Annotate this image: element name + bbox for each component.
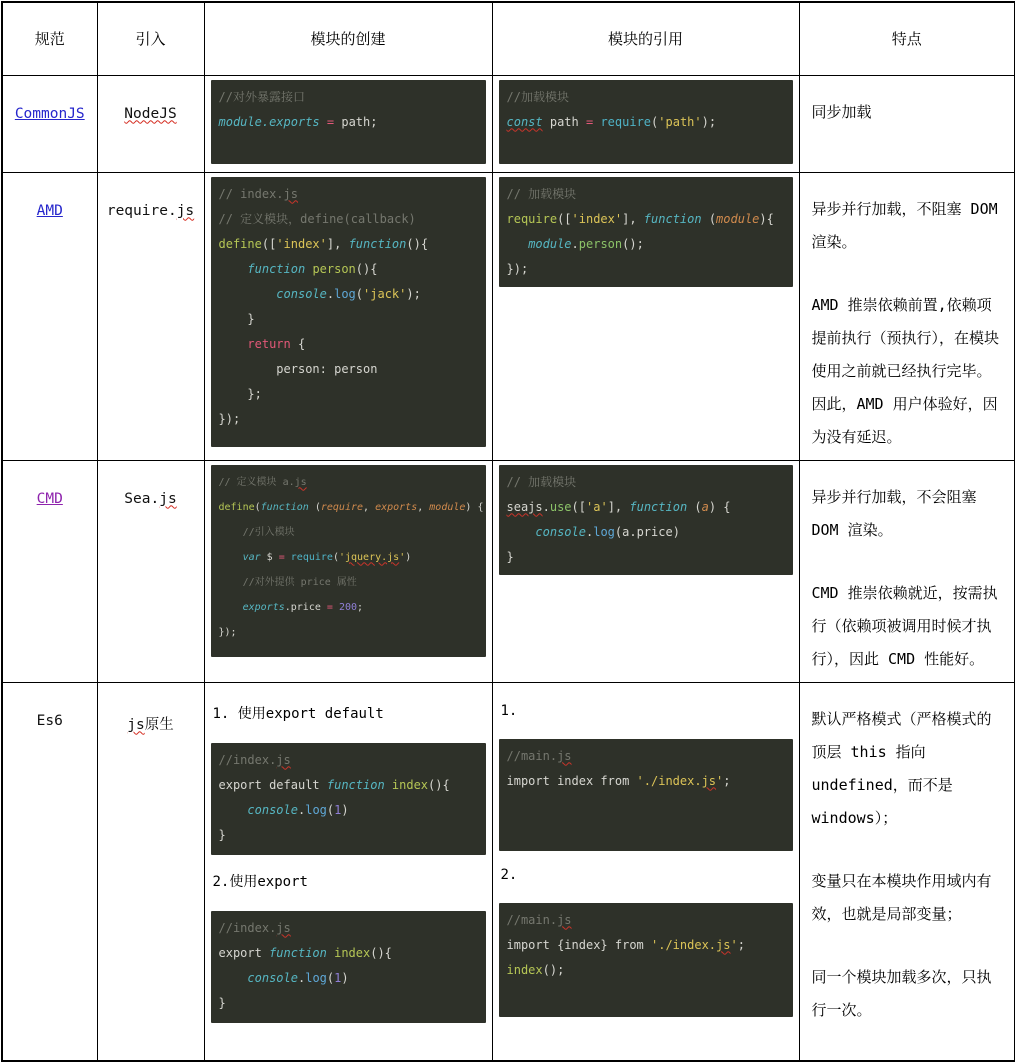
spec-cell-amd [2,172,97,460]
code-line: }); [218,411,241,426]
column-header-0: 规范 [2,2,97,75]
label-part-cmd: Sea. [124,490,160,507]
reference-caption-es6: 1. [500,702,518,719]
spec-cell-cmd [2,460,97,682]
code-line: export default function index(){ [218,777,450,792]
intro-cell-es6 [97,682,204,1061]
features-cell-amd [799,172,1015,460]
label-part-cmd: js [159,490,177,507]
code-line: //index.js [218,920,291,935]
header-row [2,2,1015,75]
code-line: // index.js [218,186,298,201]
features-cell-es6 [799,682,1015,1061]
reference-cell-amd [492,172,799,460]
feature-paragraph: CMD 推崇依赖就近，按需执行（依赖项被调用时候才执行），因此 CMD 性能好。 [811,583,998,668]
creation-code-block-commonjs [211,80,486,164]
code-line: function person(){ [247,261,378,276]
spec-link-amd[interactable]: AMD [36,202,63,219]
creation-cell-amd [204,172,492,460]
reference-caption-es6: 2. [500,866,518,883]
feature-paragraph: 同一个模块加载多次，只执行一次。 [811,967,992,1019]
code-line: } [218,827,226,842]
creation-code-block-es6 [211,911,486,1023]
code-line: }; [218,386,262,401]
column-header-2: 模块的创建 [204,2,492,75]
feature-paragraph: 默认严格模式（严格模式的顶层 this 指向 undefined，而不是 windows）； [811,709,992,827]
spec-cell-es6 [2,682,97,1061]
column-header-3: 模块的引用 [492,2,799,75]
code-line: console.log(a.price) [535,524,680,539]
code-line: } [506,549,514,564]
code-line: const path = require('path'); [506,114,717,129]
reference-cell-commonjs [492,75,799,172]
intro-cell-cmd [97,460,204,682]
feature-paragraph: 变量只在本模块作用域内有效，也就是局部变量； [811,871,992,923]
intro-cell-amd [97,172,204,460]
code-line: // 定义模块 a.js [218,476,307,488]
spec-cell-commonjs [2,75,97,172]
code-line: exports.price = 200; [242,601,364,613]
creation-code-block-cmd [211,465,486,657]
creation-caption-es6: 1. 使用export default [212,705,384,722]
code-line: // 加载模块 [506,186,577,201]
code-line: }); [506,261,529,276]
intro-cell-commonjs [97,75,204,172]
label-part-es6: 原生 [144,716,174,733]
column-header-1: 引入 [97,2,204,75]
features-cell-cmd [799,460,1015,682]
table-row-es6 [2,682,1015,1061]
reference-cell-es6 [492,682,799,1061]
feature-paragraph: 同步加载 [811,102,872,121]
code-line: // 加载模块 [506,474,577,489]
code-line: console.log(1) [247,970,349,985]
feature-paragraph: 异步并行加载，不阻塞 DOM 渲染。 [811,199,998,251]
label-part-amd: js [176,202,195,219]
code-line: module.exports = path; [218,114,378,129]
code-line: }); [218,626,237,638]
code-line: //加载模块 [506,89,569,104]
code-line: //对外提供 price 属性 [242,576,357,588]
code-line: module.person(); [528,236,644,251]
table-row-cmd [2,460,1015,682]
features-cell-commonjs [799,75,1015,172]
table-row-amd [2,172,1015,460]
creation-caption-es6: 2.使用export [212,873,308,890]
code-line: return { [247,336,306,351]
reference-cell-cmd [492,460,799,682]
code-line: //main.js [506,748,572,763]
code-line: index(); [506,962,565,977]
reference-code-block-es6 [499,739,793,851]
feature-paragraph: 异步并行加载，不会阻塞 DOM 渲染。 [811,487,977,539]
code-line: console.log('jack'); [276,286,421,301]
code-line: define(['index'], function(){ [218,236,429,251]
code-line: console.log(1) [247,802,349,817]
code-line: import index from './index.js'; [506,773,731,788]
code-line: } [218,311,255,326]
label-part-commonjs: NodeJS [124,105,177,122]
spec-link-cmd[interactable]: CMD [36,490,63,507]
reference-code-block-es6 [499,903,793,1017]
creation-code-block-es6 [211,743,486,855]
code-line: //index.js [218,752,291,767]
code-line: export function index(){ [218,945,392,960]
code-line: require(['index'], function (module){ [506,211,774,226]
code-line: //main.js [506,912,572,927]
reference-code-block-amd [499,177,793,287]
creation-code-block-amd [211,177,486,447]
code-line: var $ = require('jquery.js') [242,551,412,563]
code-line: //对外暴露接口 [218,89,305,104]
spec-link-commonjs[interactable]: CommonJS [14,105,85,122]
code-line: seajs.use(['a'], function (a) { [506,499,731,514]
code-line: person: person [218,361,378,376]
code-line: import {index} from './index.js'; [506,937,745,952]
code-line: define(function (require, exports, module) { [218,501,484,513]
reference-code-block-cmd [499,465,793,575]
table-row-commonjs [2,75,1015,172]
reference-code-block-commonjs [499,80,793,164]
creation-cell-commonjs [204,75,492,172]
label-part-es6: Es6 [36,712,63,729]
code-line: //引入模块 [242,526,295,538]
column-header-4: 特点 [799,2,1015,75]
module-spec-comparison-table [1,1,1015,1062]
label-part-es6: js [127,716,145,733]
code-line: } [218,995,226,1010]
feature-paragraph: AMD 推崇依赖前置,依赖项提前执行（预执行），在模块使用之前就已经执行完毕。因此，AMD 用户体验好，因为没有延迟。 [811,295,1000,446]
label-part-amd: require. [106,202,177,219]
code-line: // 定义模块，define(callback) [218,211,416,226]
creation-cell-cmd [204,460,492,682]
creation-cell-es6 [204,682,492,1061]
